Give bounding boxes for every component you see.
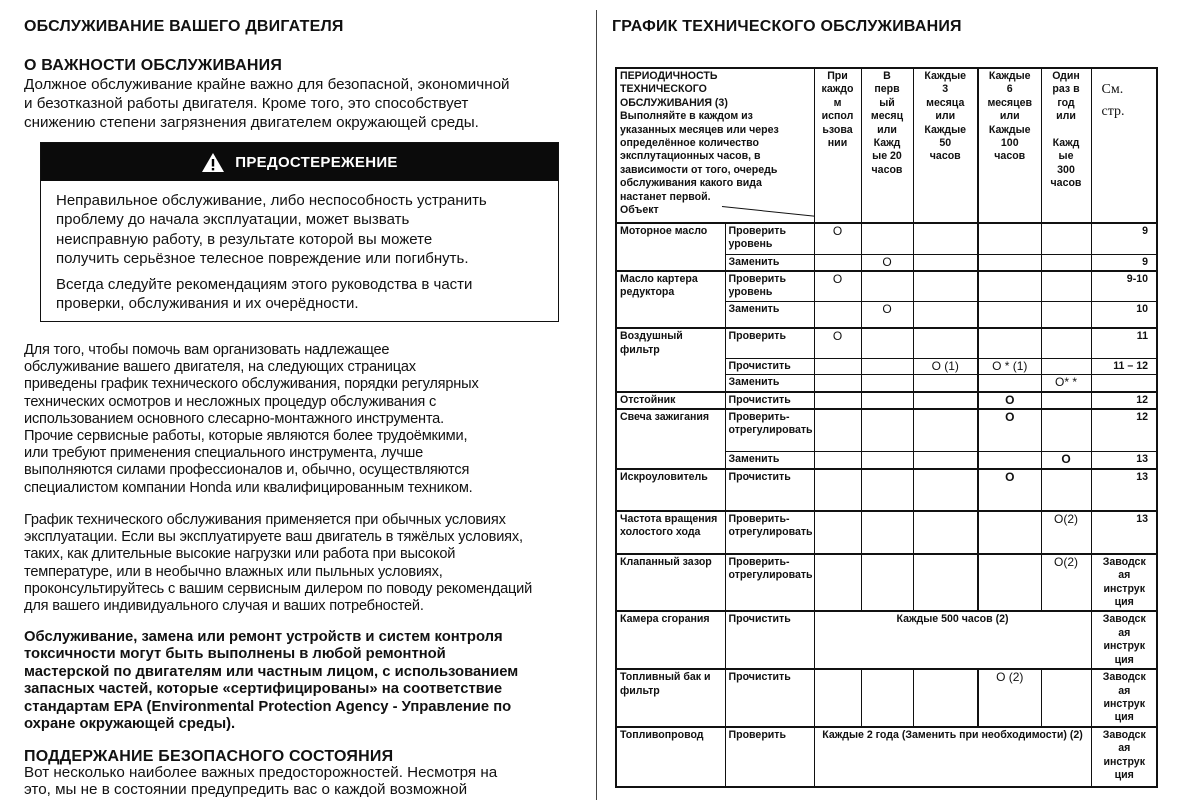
schedule-paragraph bbox=[24, 512, 532, 615]
interval-cell bbox=[861, 392, 913, 409]
interval-cell bbox=[913, 409, 978, 452]
page-line: инструк bbox=[1103, 582, 1146, 595]
page-line: ция bbox=[1114, 711, 1134, 724]
warning-text-1 bbox=[56, 191, 558, 269]
header-line: См. bbox=[1101, 82, 1124, 97]
action-cell: Заменить bbox=[725, 452, 814, 469]
header-line: м bbox=[833, 96, 842, 109]
interval-cell bbox=[913, 223, 978, 254]
interval-cell bbox=[814, 669, 861, 727]
interval-cell bbox=[913, 554, 978, 612]
interval-cell bbox=[814, 254, 861, 271]
page-line: инструк bbox=[1103, 755, 1146, 768]
text-line: проконсультируйтесь с вашим сервисным дилером по поводу рекомендаций bbox=[24, 580, 533, 597]
text-line: таких, как длительные высокие нагрузки или работа при высокой bbox=[24, 546, 456, 563]
header-line: Каждые bbox=[924, 123, 967, 136]
column-divider bbox=[596, 10, 597, 800]
header-line: раз в bbox=[1052, 83, 1080, 96]
text-line: неисправную работу, в результате которой вы можете bbox=[56, 230, 433, 248]
page-cell: 11 bbox=[1091, 328, 1157, 358]
header-line: ТЕХНИЧЕСКОГО bbox=[620, 83, 707, 96]
header-line: обслуживания какого вида bbox=[620, 177, 762, 190]
page-cell: 13 bbox=[1091, 469, 1157, 511]
interval-cell bbox=[978, 223, 1041, 254]
organize-paragraph bbox=[24, 342, 479, 497]
interval-span-cell: Каждые 500 часов (2) bbox=[814, 611, 1091, 669]
text-line: это, мы не в состоянии предупредить вас о каждой возможной bbox=[24, 781, 468, 798]
table-row bbox=[616, 611, 1157, 669]
text-line: для вашего индивидуального случая и ваших потребностей. bbox=[24, 598, 424, 615]
interval-cell bbox=[1041, 301, 1091, 328]
action-cell: Прочистить bbox=[725, 392, 814, 409]
header-line bbox=[1045, 124, 1088, 137]
text-line: получить серьёзное телесное повреждение или погибнуть. bbox=[56, 250, 469, 268]
header-page bbox=[1091, 68, 1157, 223]
interval-cell: O (2) bbox=[978, 669, 1041, 727]
interval-cell: O bbox=[814, 328, 861, 358]
action-cell: Заменить bbox=[725, 301, 814, 328]
header-line: или bbox=[999, 110, 1020, 123]
text-line: снижению степени загрязнения двигателем окружающей среды. bbox=[24, 114, 479, 131]
interval-cell: O (1) bbox=[913, 358, 978, 374]
text-line: стандартам EPA (Environmental Protection Agency - Управление по bbox=[24, 698, 512, 715]
header-line: ые 20 bbox=[872, 150, 902, 163]
object-cell: Моторное масло bbox=[616, 223, 725, 271]
header-line: часов bbox=[871, 163, 903, 176]
interval-cell bbox=[913, 328, 978, 358]
interval-cell bbox=[861, 375, 913, 392]
object-cell: Клапанный зазор bbox=[616, 554, 725, 612]
object-cell: Камера сгорания bbox=[616, 611, 725, 669]
header-line: Кажд bbox=[1052, 137, 1080, 150]
interval-cell bbox=[814, 554, 861, 612]
page-cell: 9 bbox=[1091, 223, 1157, 254]
text-line: использованием основного слесарно-монтажного инструмента. bbox=[24, 410, 444, 427]
interval-cell bbox=[1041, 409, 1091, 452]
interval-cell bbox=[913, 271, 978, 301]
action-cell: Прочистить bbox=[725, 611, 814, 669]
text-line: Всегда следуйте рекомендациям этого руководства в части bbox=[56, 275, 473, 293]
header-interval bbox=[861, 68, 913, 223]
interval-cell: O bbox=[861, 254, 913, 271]
page-cell bbox=[1091, 554, 1157, 612]
text-line: специалистом компании Honda или квалифицированным техником. bbox=[24, 479, 473, 496]
warning-text-2 bbox=[56, 275, 558, 314]
header-line: ый bbox=[879, 96, 895, 109]
interval-cell: O bbox=[814, 223, 861, 254]
interval-cell bbox=[861, 223, 913, 254]
page-cell: 13 bbox=[1091, 511, 1157, 554]
interval-cell bbox=[814, 392, 861, 409]
warning-header bbox=[41, 143, 558, 181]
header-line: настанет первой. bbox=[620, 190, 711, 203]
page-line: ция bbox=[1114, 653, 1134, 666]
page-line: инструк bbox=[1103, 640, 1146, 653]
header-line: Каждые bbox=[988, 123, 1031, 136]
interval-cell bbox=[814, 301, 861, 328]
interval-cell bbox=[978, 254, 1041, 271]
action-cell: Проверить уровень bbox=[725, 271, 814, 301]
page-line: Заводск bbox=[1102, 671, 1146, 684]
header-line: нии bbox=[827, 137, 848, 150]
interval-cell: O* * bbox=[1041, 375, 1091, 392]
interval-cell bbox=[1041, 469, 1091, 511]
interval-span-cell: Каждые 2 года (Заменить при необходимости) (2) bbox=[814, 727, 1091, 787]
text-line: охране окружающей среды). bbox=[24, 716, 236, 733]
text-line: Обслуживание, замена или ремонт устройств и систем контроля bbox=[24, 629, 503, 645]
object-cell: Топливопровод bbox=[616, 727, 725, 787]
action-cell: Прочистить bbox=[725, 669, 814, 727]
header-line: месяцев bbox=[987, 96, 1033, 109]
interval-cell: O bbox=[814, 271, 861, 301]
page-line: ция bbox=[1114, 768, 1134, 781]
header-line: зависимости от того, очередь bbox=[620, 163, 778, 176]
interval-cell bbox=[978, 271, 1041, 301]
header-line: испол bbox=[821, 110, 854, 123]
action-cell: Прочистить bbox=[725, 358, 814, 374]
maintenance-table bbox=[615, 67, 1158, 788]
importance-heading: О ВАЖНОСТИ ОБСЛУЖИВАНИЯ bbox=[24, 57, 283, 74]
interval-cell bbox=[861, 554, 913, 612]
text-line: проверки, обслуживания и их очерёдности. bbox=[56, 295, 359, 313]
interval-cell bbox=[913, 254, 978, 271]
page-cell: 10 bbox=[1091, 301, 1157, 328]
header-line: Один bbox=[1052, 70, 1080, 82]
header-periodicity bbox=[616, 68, 814, 223]
table-row bbox=[616, 469, 1157, 511]
header-interval bbox=[1041, 68, 1091, 223]
interval-cell bbox=[1041, 271, 1091, 301]
action-cell: Проверить-отрегулировать bbox=[725, 511, 814, 554]
header-line: или bbox=[877, 123, 897, 136]
text-line: выполняются силами профессионалов и, обычно, осуществляются bbox=[24, 462, 470, 479]
action-cell: Проверить уровень bbox=[725, 223, 814, 254]
header-line: часов bbox=[1050, 177, 1082, 190]
object-cell: Топливный бак и фильтр bbox=[616, 669, 725, 727]
interval-cell bbox=[861, 409, 913, 452]
interval-cell bbox=[861, 452, 913, 469]
interval-cell bbox=[1041, 328, 1091, 358]
header-line: месяца bbox=[926, 96, 965, 109]
page-cell: 12 bbox=[1091, 409, 1157, 452]
text-line: мастерской по двигателям или частным лицом, с использованием bbox=[24, 663, 519, 680]
header-line: Кажд bbox=[873, 137, 901, 150]
header-line: ОБСЛУЖИВАНИЯ (3) bbox=[620, 96, 728, 109]
text-line: приведены график технического обслуживания, порядки регулярных bbox=[24, 376, 479, 393]
text-line: График технического обслуживания применяется при обычных условиях bbox=[24, 512, 506, 528]
text-line: Вот несколько наиболее важных предосторожностей. Несмотря на bbox=[24, 764, 498, 781]
header-line: ые bbox=[1058, 150, 1074, 163]
page-cell: 13 bbox=[1091, 452, 1157, 469]
text-line: технических осмотров и несложных процедур обслуживания с bbox=[24, 393, 437, 410]
interval-cell bbox=[913, 469, 978, 511]
header-line: указанных месяцев или через bbox=[620, 123, 779, 136]
interval-cell bbox=[978, 511, 1041, 554]
table-row bbox=[616, 392, 1157, 409]
interval-cell bbox=[1041, 392, 1091, 409]
page-cell: 11 – 12 bbox=[1091, 358, 1157, 374]
page-cell: 12 bbox=[1091, 392, 1157, 409]
text-line: Прочие сервисные работы, которые являются более трудоёмкими, bbox=[24, 428, 468, 445]
interval-cell bbox=[814, 469, 861, 511]
header-interval bbox=[814, 68, 861, 223]
header-line: 6 bbox=[1006, 83, 1013, 96]
interval-cell bbox=[861, 271, 913, 301]
warning-title: ПРЕДОСТЕРЕЖЕНИЕ bbox=[235, 153, 398, 171]
action-cell: Заменить bbox=[725, 375, 814, 392]
page-line: ая bbox=[1118, 684, 1131, 697]
interval-cell bbox=[814, 511, 861, 554]
interval-cell bbox=[814, 358, 861, 374]
page-cell: 9-10 bbox=[1091, 271, 1157, 301]
interval-cell bbox=[978, 328, 1041, 358]
action-cell: Проверить bbox=[725, 328, 814, 358]
table-row bbox=[616, 554, 1157, 612]
interval-cell: O(2) bbox=[1041, 511, 1091, 554]
table-row bbox=[616, 727, 1157, 787]
safety-text bbox=[24, 764, 497, 798]
header-line: определённое количество bbox=[620, 137, 760, 150]
page-line: ая bbox=[1118, 626, 1131, 639]
table-row bbox=[616, 511, 1157, 554]
header-object: Объект bbox=[620, 204, 659, 217]
object-cell: Отстойник bbox=[616, 392, 725, 409]
interval-cell bbox=[913, 301, 978, 328]
header-line: или bbox=[935, 110, 956, 123]
header-line: стр. bbox=[1101, 104, 1125, 119]
interval-cell bbox=[861, 328, 913, 358]
interval-cell bbox=[1041, 254, 1091, 271]
text-line: эксплуатации. Если вы эксплуатируете ваш двигатель в тяжёлых условиях, bbox=[24, 529, 523, 546]
importance-text bbox=[24, 75, 510, 132]
table-row bbox=[616, 409, 1157, 452]
interval-cell bbox=[913, 511, 978, 554]
page-title: ОБСЛУЖИВАНИЕ ВАШЕГО ДВИГАТЕЛЯ bbox=[24, 18, 344, 35]
table-row bbox=[616, 271, 1157, 301]
header-line: месяц bbox=[870, 110, 904, 123]
header-line: В bbox=[883, 70, 891, 82]
action-cell: Проверить-отрегулировать bbox=[725, 409, 814, 452]
header-line: 100 bbox=[1000, 137, 1019, 150]
header-interval bbox=[913, 68, 978, 223]
action-cell: Прочистить bbox=[725, 469, 814, 511]
interval-cell bbox=[861, 669, 913, 727]
page-line: ая bbox=[1118, 569, 1131, 582]
header-line: перв bbox=[874, 83, 900, 96]
page-cell bbox=[1091, 375, 1157, 392]
text-line: Должное обслуживание крайне важно для безопасной, экономичной bbox=[24, 76, 510, 93]
header-line: год bbox=[1057, 96, 1075, 109]
text-line: проблему до начала эксплуатации, может вызвать bbox=[56, 211, 410, 229]
page-line: ая bbox=[1118, 742, 1131, 755]
action-cell: Проверить bbox=[725, 727, 814, 787]
interval-cell: O bbox=[861, 301, 913, 328]
action-cell: Заменить bbox=[725, 254, 814, 271]
text-line: токсичности могут быть выполнены в любой ремонтной bbox=[24, 646, 446, 663]
page-line: ция bbox=[1114, 596, 1134, 609]
interval-cell bbox=[1041, 669, 1091, 727]
header-line: При bbox=[827, 70, 848, 82]
header-line: эксплутационных часов, в bbox=[620, 150, 761, 163]
header-interval bbox=[978, 68, 1041, 223]
header-line: Каждые bbox=[988, 70, 1031, 82]
object-cell: Масло картера редуктора bbox=[616, 271, 725, 328]
safety-heading: ПОДДЕРЖАНИЕ БЕЗОПАСНОГО СОСТОЯНИЯ bbox=[24, 748, 394, 765]
interval-cell: O(2) bbox=[1041, 554, 1091, 612]
interval-cell bbox=[1041, 358, 1091, 374]
object-cell: Искроуловитель bbox=[616, 469, 725, 511]
interval-cell bbox=[861, 469, 913, 511]
header-line: 50 bbox=[939, 137, 952, 150]
interval-cell bbox=[861, 511, 913, 554]
interval-cell bbox=[814, 375, 861, 392]
text-line: Для того, чтобы помочь вам организовать надлежащее bbox=[24, 342, 390, 358]
page-cell: 9 bbox=[1091, 254, 1157, 271]
header-line: часов bbox=[929, 150, 961, 163]
header-line: Каждые bbox=[924, 70, 967, 82]
schedule-title: ГРАФИК ТЕХНИЧЕСКОГО ОБСЛУЖИВАНИЯ bbox=[612, 18, 962, 35]
interval-cell: O * (1) bbox=[978, 358, 1041, 374]
text-line: запасных частей, которые «сертифицированы» на соответствие bbox=[24, 681, 503, 698]
header-line: или bbox=[1056, 110, 1076, 123]
interval-cell: O bbox=[1041, 452, 1091, 469]
header-line: ьзова bbox=[822, 123, 853, 136]
interval-cell bbox=[913, 452, 978, 469]
object-cell: Частота вращения холостого хода bbox=[616, 511, 725, 554]
interval-cell bbox=[861, 358, 913, 374]
text-line: температуре, или в необычно влажных или пыльных условиях, bbox=[24, 563, 443, 580]
interval-cell bbox=[814, 452, 861, 469]
header-line: 300 bbox=[1057, 163, 1075, 176]
table-row bbox=[616, 328, 1157, 358]
warning-box bbox=[40, 142, 559, 322]
interval-cell bbox=[1041, 223, 1091, 254]
header-line: ПЕРИОДИЧНОСТЬ bbox=[620, 70, 718, 82]
text-line: обслуживание вашего двигателя, на следующих страницах bbox=[24, 359, 416, 376]
interval-cell bbox=[913, 375, 978, 392]
interval-cell: O bbox=[978, 469, 1041, 511]
action-cell: Проверить-отрегулировать bbox=[725, 554, 814, 612]
page-line: инструк bbox=[1103, 697, 1146, 710]
interval-cell bbox=[913, 669, 978, 727]
header-line: каждо bbox=[821, 83, 854, 96]
object-cell: Свеча зажигания bbox=[616, 409, 725, 469]
emissions-paragraph bbox=[24, 629, 518, 733]
page-line: Заводск bbox=[1102, 555, 1146, 568]
page-cell bbox=[1091, 611, 1157, 669]
header-line: Выполняйте в каждом из bbox=[620, 110, 753, 123]
interval-cell bbox=[978, 301, 1041, 328]
interval-cell bbox=[978, 375, 1041, 392]
table-row bbox=[616, 669, 1157, 727]
warning-triangle-icon bbox=[201, 152, 225, 173]
text-line: или требуют применения специального инструмента, лучше bbox=[24, 445, 424, 462]
interval-cell bbox=[814, 409, 861, 452]
page-line: Заводск bbox=[1102, 728, 1146, 741]
page-cell bbox=[1091, 727, 1157, 787]
interval-cell bbox=[978, 554, 1041, 612]
table-row bbox=[616, 223, 1157, 254]
header-line: часов bbox=[994, 150, 1026, 163]
text-line: и безотказной работы двигателя. Кроме того, это способствует bbox=[24, 95, 469, 112]
page-line: Заводск bbox=[1102, 613, 1146, 626]
interval-cell: O bbox=[978, 392, 1041, 409]
object-cell: Воздушный фильтр bbox=[616, 328, 725, 391]
interval-cell bbox=[913, 392, 978, 409]
interval-cell: O bbox=[978, 409, 1041, 452]
header-line: 3 bbox=[942, 83, 949, 96]
interval-cell bbox=[978, 452, 1041, 469]
text-line: Неправильное обслуживание, либо неспособность устранить bbox=[56, 192, 487, 209]
maintenance-table-wrap bbox=[615, 67, 1158, 788]
page-cell bbox=[1091, 669, 1157, 727]
